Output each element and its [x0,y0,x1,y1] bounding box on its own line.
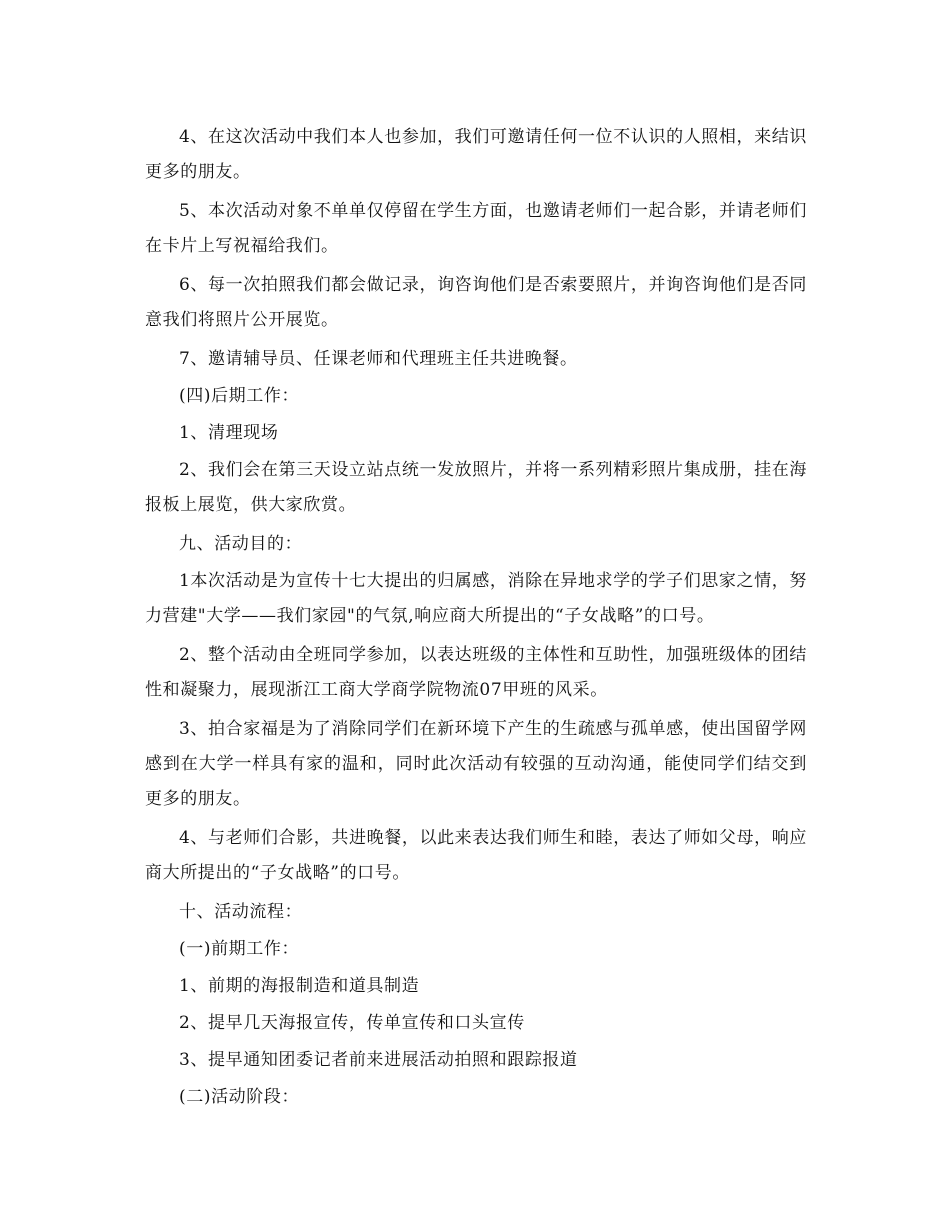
paragraph: 2、整个活动由全班同学参加，以表达班级的主体性和互助性，加强班级体的团结性和凝聚力，展现浙江工商大学商学院物流07甲班的风采。 [145,645,807,700]
section-heading: (四)后期工作： [179,386,300,406]
paragraph: 2、提早几天海报宣传，传单宣传和口头宣传 [179,1013,525,1033]
paragraph: 1、前期的海报制造和道具制造 [179,976,420,996]
paragraph: 4、在这次活动中我们本人也参加，我们可邀请任何一位不认识的人照相，来结识更多的朋友。 [145,127,807,182]
paragraph: 2、我们会在第三天设立站点统一发放照片，并将一系列精彩照片集成册，挂在海报板上展览，供大家欣赏。 [145,460,807,515]
paragraph: 4、与老师们合影，共进晚餐，以此来表达我们师生和睦，表达了师如父母，响应商大所提出的“子女战略”的口号。 [145,828,807,883]
paragraph: 1、清理现场 [179,423,279,443]
paragraph: 6、每一次拍照我们都会做记录，询咨询他们是否索要照片，并询咨询他们是否同意我们将照片公开展览。 [145,275,807,330]
section-heading: (二)活动阶段： [179,1087,300,1107]
section-heading: (一)前期工作： [179,939,300,959]
paragraph: 3、提早通知团委记者前来进展活动拍照和跟踪报道 [179,1050,578,1070]
paragraph: 3、拍合家福是为了消除同学们在新环境下产生的生疏感与孤单感，使出国留学网感到在大学一样具有家的温和，同时此次活动有较强的互动沟通，能使同学们结交到更多的朋友。 [145,719,807,809]
document-body [145,120,807,1117]
section-heading: 十、活动流程： [179,902,303,922]
paragraph: 7、邀请辅导员、任课老师和代理班主任共进晚餐。 [179,349,578,369]
paragraph: 1本次活动是为宣传十七大提出的归属感，消除在异地求学的学子们思家之情，努力营建"大学——我们家园"的气氛,响应商大所提出的“子女战略”的口号。 [145,571,807,626]
section-heading: 九、活动目的： [179,534,303,554]
paragraph: 5、本次活动对象不单单仅停留在学生方面，也邀请老师们一起合影，并请老师们在卡片上写祝福给我们。 [145,201,807,256]
